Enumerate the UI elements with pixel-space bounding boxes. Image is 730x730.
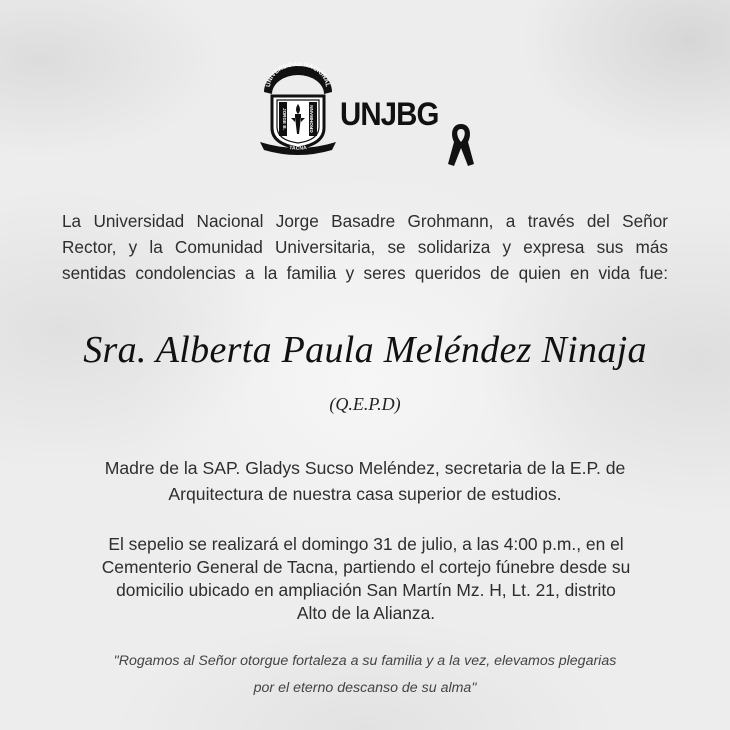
university-brand: UNJBG — [340, 96, 439, 132]
seal-ring-text: UNIVERSIDAD NACIONAL — [264, 62, 332, 88]
svg-text:JORGE B.: JORGE B. — [282, 108, 287, 130]
burial-line: Alto de la Alianza. — [296, 603, 436, 623]
header-logo — [258, 62, 488, 166]
university-seal-icon — [258, 62, 338, 158]
relation-paragraph — [40, 455, 690, 507]
qepd-label: (Q.E.P.D) — [329, 394, 401, 414]
svg-text:GROHMANN: GROHMANN — [309, 105, 314, 133]
intro-line: sentidas condolencias a la familia y seres queridos de quien en vida fue: — [62, 263, 668, 283]
mourning-ribbon-icon — [444, 120, 478, 168]
burial-line: El sepelio se realizará el domingo 31 de julio, a las 4:00 p.m., en el — [108, 534, 624, 554]
relation-line: Madre de la SAP. Gladys Sucso Meléndez, secretaria de la E.P. de — [104, 458, 626, 478]
prayer-line: "Rogamos al Señor otorgue fortaleza a su familia y a la vez, elevamos plegarias — [113, 653, 617, 669]
prayer-quote — [30, 648, 700, 702]
deceased-name: Sra. Alberta Paula Meléndez Ninaja — [83, 329, 647, 371]
intro-line: La Universidad Nacional Jorge Basadre Grohmann, a través del Señor — [62, 211, 668, 231]
prayer-line: por el eterno descanso de su alma" — [253, 680, 477, 696]
intro-line: Rector, y la Comunidad Universitaria, se solidariza y expresa sus más — [62, 237, 668, 257]
burial-line: domicilio ubicado en ampliación San Martín Mz. H, Lt. 21, distrito — [116, 580, 616, 600]
burial-paragraph — [66, 533, 666, 625]
burial-line: Cementerio General de Tacna, partiendo el cortejo fúnebre desde su — [101, 557, 631, 577]
relation-line: Arquitectura de nuestra casa superior de estudios. — [168, 484, 562, 504]
seal-city-text: TACNA — [288, 145, 308, 152]
condolence-intro — [62, 208, 668, 286]
